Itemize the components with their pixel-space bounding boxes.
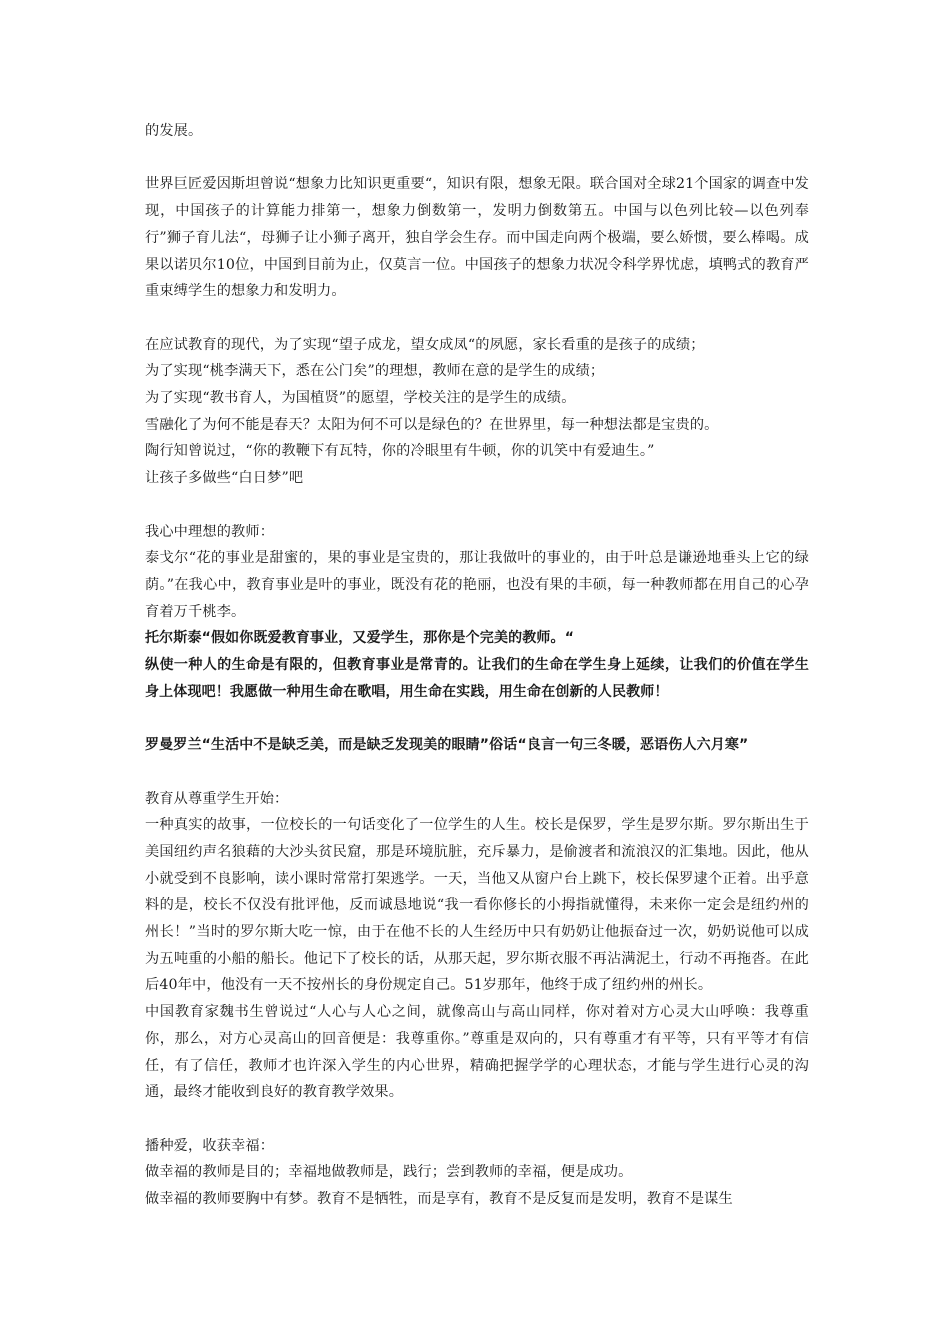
paragraph-gap (145, 145, 809, 172)
paragraph-gap (145, 1106, 809, 1133)
paragraph-daydream: 让孩子多做些“白日梦”吧 (145, 470, 304, 487)
paragraph-teacher-vow: 纵使一种人的生命是有限的，但教育事业是常青的。让我们的生命在学生身上延续，让我们的价值在学生身上体现吧！我愿做一种用生命在歌唱，用生命在实践，用生命在创新的人民教师！ (145, 657, 809, 700)
paragraph-gap (145, 705, 809, 732)
paragraph-principal-story: 一种真实的故事，一位校长的一句话变化了一位学生的人生。校长是保罗，学生是罗尔斯。罗尔斯出生于美国纽约声名狼藉的大沙头贫民窟，那是环境肮脏，充斥暴力，是偷渡者和流浪汉的汇集地。因此，他从小就受到不良影响，读小课时常常打架逃学。一天，当他又从窗户台上跳下，校长保罗逮个正着。出乎意料的是，校长不仅没有批评他，反而诚恳地说“我一看你修长的小拇指就懂得，未来你一定会是纽约州的州长！”当时的罗尔斯大吃一惊，由于在他不长的人生经历中只有奶奶让他振奋过一次，奶奶说他可以成为五吨重的小船的船长。他记下了校长的话，从那天起，罗尔斯衣服不再沾满泥土，行动不再拖沓。在此后40年中，他没有一天不按州长的身份规定自己。51岁那年，他终于成了纽约州的州长。 (145, 817, 809, 994)
paragraph-exam-education-teachers: 为了实现“桃李满天下，悉在公门矣”的理想，教师在意的是学生的成绩； (145, 363, 605, 380)
paragraph-happy-teacher-dream: 做幸福的教师要胸中有梦。教育不是牺牲，而是享有，教育不是反复而是发明，教育不是谋生 (145, 1191, 733, 1208)
paragraph-gap (145, 305, 809, 332)
paragraph-einstein-imagination: 世界巨匠爱因斯坦曾说“想象力比知识更重要“，知识有限，想象无限。联合国对全球21个国家的调查中发现，中国孩子的计算能力排第一，想象力倒数第一，发明力倒数第五。中国与以色列比较—以色列奉行”狮子育儿法“，母狮子让小狮子离开，独自学会生存。而中国走向两个极端，要么娇惯，要么棒喝。成果以诺贝尔10位，中国到目前为止，仅莫言一位。中国孩子的想象力状况令科学界忧虑，填鸭式的教育严重束缚学生的想象力和发明力。 (145, 176, 810, 300)
paragraph-tao-xingzhi-quote: 陶行知曾说过，“你的教鞭下有瓦特，你的冷眼里有牛顿，你的讥笑中有爱迪生。” (145, 443, 655, 460)
paragraph-tolstoy-quote: 托尔斯泰“假如你既爱教育事业，又爱学生，那你是个完美的教师。“ (145, 630, 575, 647)
section-heading-respect-students: 教育从尊重学生开始： (145, 790, 289, 807)
paragraph-gap (145, 759, 809, 786)
section-heading-ideal-teacher: 我心中理想的教师： (145, 523, 275, 540)
paragraph-exam-education-parents: 在应试教育的现代，为了实现“望子成龙，望女成凤“的夙愿，家长看重的是孩子的成绩； (145, 336, 705, 353)
paragraph-snow-spring: 雪融化了为何不能是春天？太阳为何不可以是绿色的？在世界里，每一种想法都是宝贵的。 (145, 416, 719, 433)
paragraph-exam-education-schools: 为了实现“教书育人，为国植贤”的愿望，学校关注的是学生的成绩。 (145, 390, 576, 406)
document-body (145, 118, 809, 1213)
paragraph-continuation: 的发展。 (145, 123, 203, 139)
paragraph-wei-shusheng-quote: 中国教育家魏书生曾说过“人心与人心之间，就像高山与高山同样，你对着对方心灵大山呼唤：我尊重你，那么，对方心灵高山的回音便是：我尊重你。”尊重是双向的，只有尊重才有平等，只有平等才有信任，有了信任，教师才也许深入学生的内心世界，精确把握学学的心理状态，才能与学生进行心灵的沟通，最终才能收到良好的教育教学效果。 (145, 1004, 809, 1101)
paragraph-gap (145, 492, 809, 519)
section-heading-sow-love: 播种爱，收获幸福： (145, 1137, 275, 1154)
paragraph-tagore-quote: 泰戈尔“花的事业是甜蜜的，果的事业是宝贵的，那让我做叶的事业的，由于叶总是谦逊地垂头上它的绿荫。”在我心中，教育事业是叶的事业，既没有花的艳丽，也没有果的丰硕，每一种教师都在用自己的心孕育着万千桃李。 (145, 550, 809, 620)
paragraph-happy-teacher-goal: 做幸福的教师是目的；幸福地做教师是，践行；尝到教师的幸福，便是成功。 (145, 1164, 633, 1181)
paragraph-romain-rolland-quote: 罗曼罗兰“生活中不是缺乏美，而是缺乏发现美的眼睛”俗话“良言一句三冬暖，恶语伤人六月寒” (145, 737, 749, 754)
